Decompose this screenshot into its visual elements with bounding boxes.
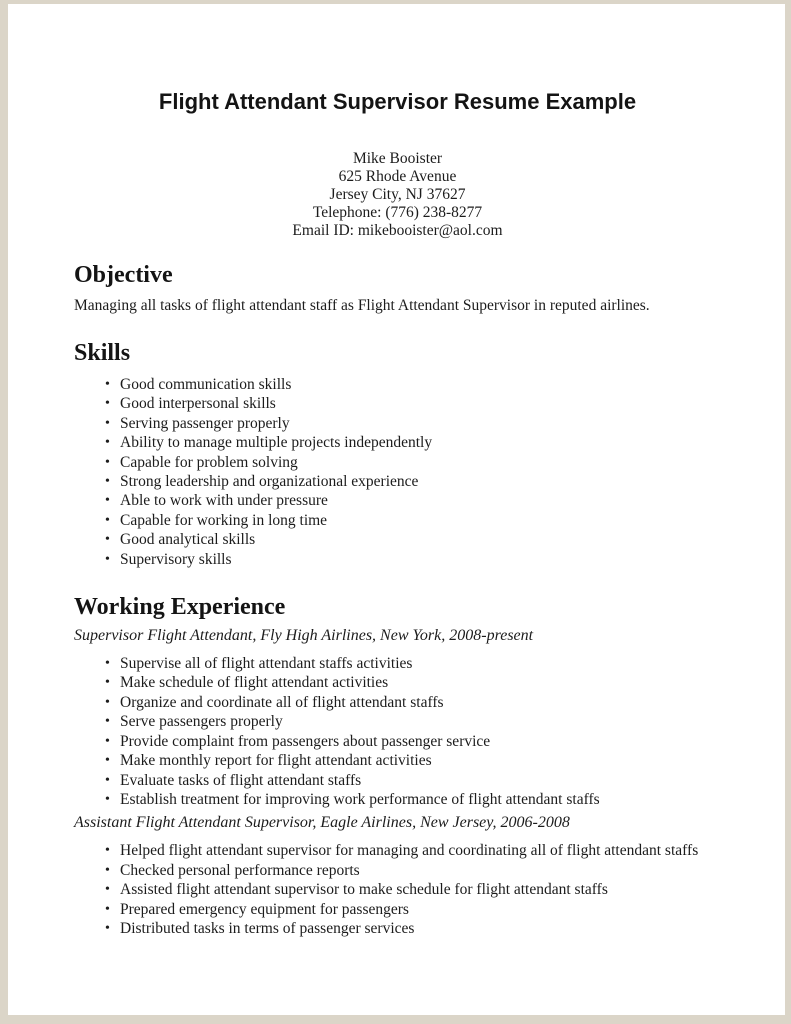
job-duty-item: • Make schedule of flight attendant activities — [74, 673, 721, 692]
skill-item: • Supervisory skills — [74, 550, 721, 569]
job-duty-item: • Distributed tasks in terms of passenger services — [74, 919, 721, 938]
job-duty-item: • Prepared emergency equipment for passengers — [74, 900, 721, 919]
contact-block — [74, 150, 721, 240]
skills-heading: Skills — [74, 340, 131, 366]
skill-item: • Good communication skills — [74, 375, 721, 394]
skill-item: • Capable for working in long time — [74, 511, 721, 530]
job-duty-item: • Evaluate tasks of flight attendant staffs — [74, 771, 721, 790]
skill-item: • Good interpersonal skills — [74, 394, 721, 413]
job-duties-list — [74, 841, 721, 938]
contact-address: 625 Rhode Avenue — [338, 168, 457, 185]
skill-item: • Serving passenger properly — [74, 414, 721, 433]
contact-email: Email ID: mikebooister@aol.com — [292, 222, 503, 239]
job-duty-item: • Provide complaint from passengers about passenger service — [74, 732, 721, 751]
skill-item: • Ability to manage multiple projects independently — [74, 433, 721, 452]
job-duty-item: • Establish treatment for improving work performance of flight attendant staffs — [74, 790, 721, 809]
objective-text: Managing all tasks of flight attendant staff as Flight Attendant Supervisor in reputed airlines. — [74, 297, 650, 314]
contact-city-state-zip: Jersey City, NJ 37627 — [329, 186, 466, 203]
job-duty-item: • Make monthly report for flight attendant activities — [74, 751, 721, 770]
job-duties-list — [74, 654, 721, 809]
job-duty-item: • Helped flight attendant supervisor for managing and coordinating all of flight attendant staffs — [74, 841, 721, 860]
job-duty-item: • Supervise all of flight attendant staffs activities — [74, 654, 721, 673]
skill-item: • Capable for problem solving — [74, 453, 721, 472]
job-title-line: Supervisor Flight Attendant, Fly High Airlines, New York, 2008-present — [74, 627, 534, 645]
contact-name: Mike Booister — [352, 150, 443, 167]
job-duty-item: • Checked personal performance reports — [74, 861, 721, 880]
job-duty-item: • Serve passengers properly — [74, 712, 721, 731]
skill-item: • Good analytical skills — [74, 530, 721, 549]
skills-list — [74, 375, 721, 569]
job-title-line: Assistant Flight Attendant Supervisor, Eagle Airlines, New Jersey, 2006-2008 — [74, 814, 570, 832]
skill-item: • Able to work with under pressure — [74, 491, 721, 510]
job-duty-item: • Assisted flight attendant supervisor to make schedule for flight attendant staffs — [74, 880, 721, 899]
contact-telephone: Telephone: (776) 238-8277 — [312, 204, 483, 221]
resume-title: Flight Attendant Supervisor Resume Example — [158, 89, 637, 114]
experience-heading: Working Experience — [74, 594, 286, 621]
job-duty-item: • Organize and coordinate all of flight attendant staffs — [74, 693, 721, 712]
objective-heading: Objective — [74, 262, 173, 288]
skill-item: • Strong leadership and organizational experience — [74, 472, 721, 491]
